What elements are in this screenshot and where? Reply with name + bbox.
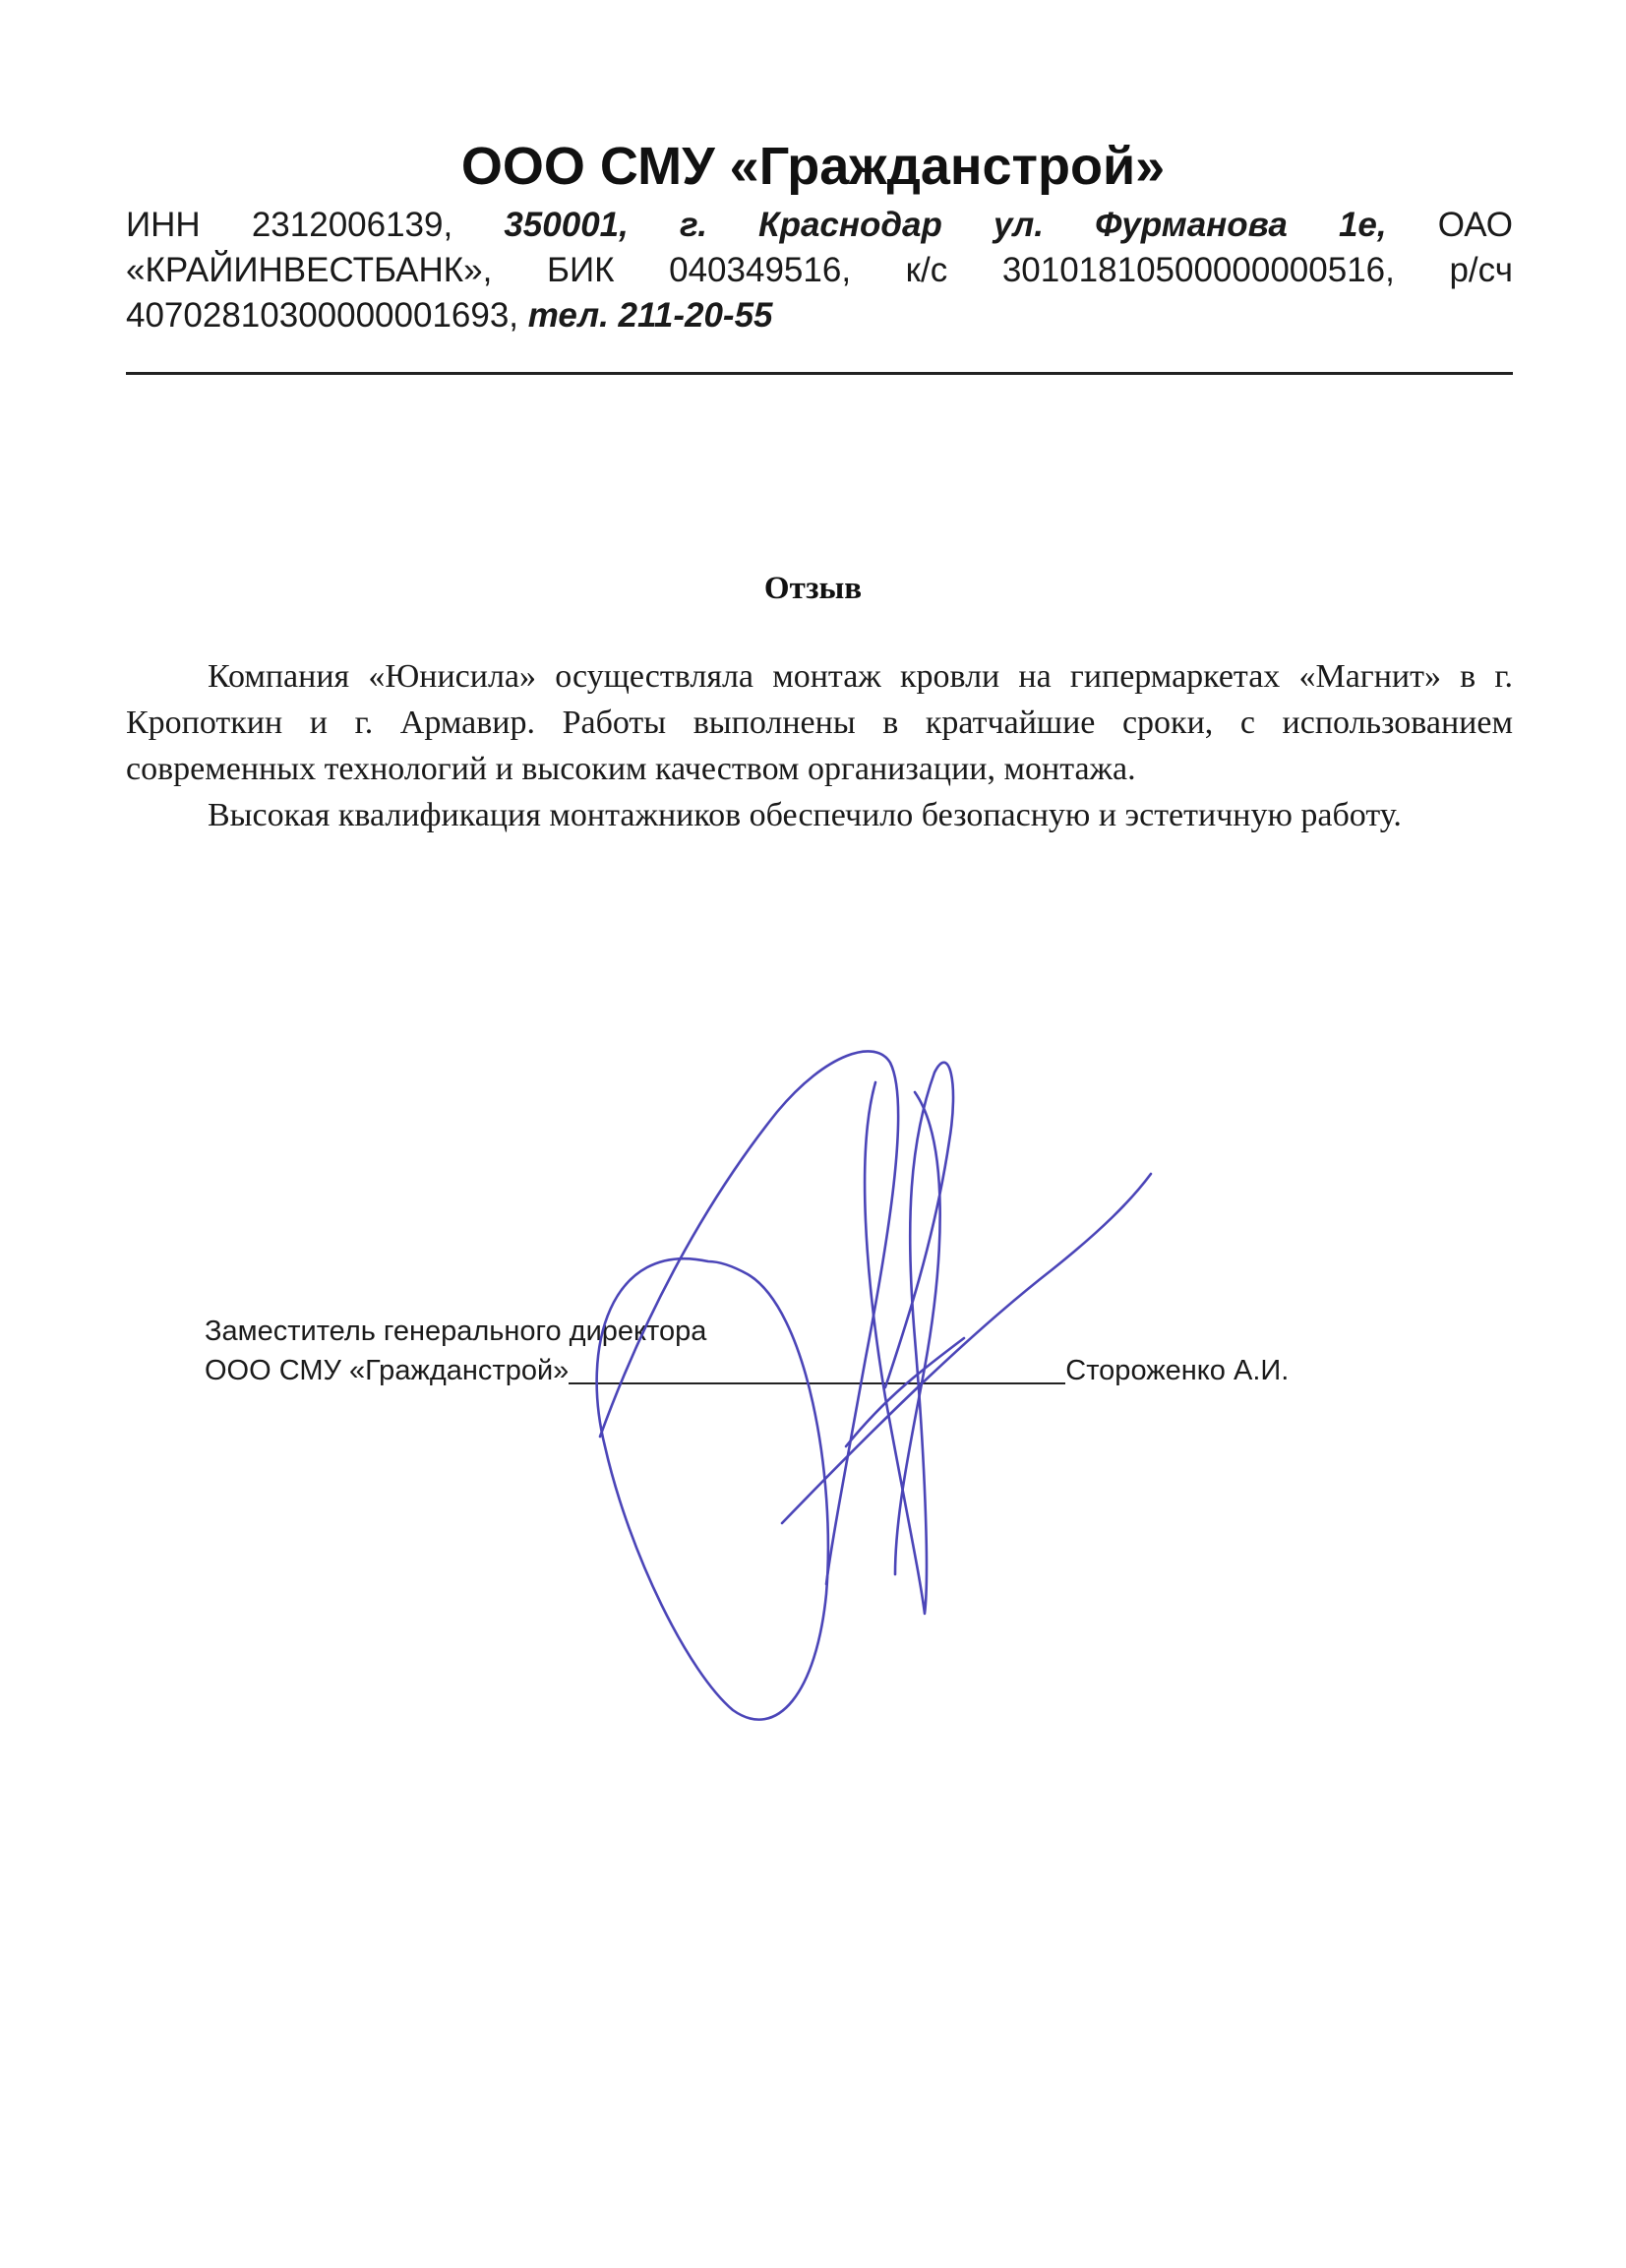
- signature-block: [205, 1312, 1289, 1390]
- requisites-bank: ОАО «КРАЙИНВЕСТБАНК», БИК 040349516, к/с 30101810500000000516, р/сч 40702810300000001693,: [126, 206, 1513, 335]
- requisites-address: 350001, г. Краснодар ул. Фурманова 1е,: [504, 206, 1387, 244]
- document-body: [126, 653, 1513, 838]
- signature-underline: [569, 1382, 1065, 1384]
- header-divider: [126, 372, 1513, 375]
- company-requisites: [126, 203, 1513, 338]
- signer-company: ООО СМУ «Гражданстрой»: [205, 1355, 570, 1386]
- signature-line-row: [205, 1351, 1289, 1390]
- signer-position: Заместитель генерального директора: [205, 1316, 707, 1347]
- company-title: ООО СМУ «Гражданстрой»: [460, 137, 1166, 196]
- requisites-inn: ИНН 2312006139,: [126, 206, 505, 244]
- requisites-phone: тел. 211-20-55: [527, 296, 773, 335]
- signer-name: Стороженко А.И.: [1065, 1355, 1290, 1386]
- body-paragraph: Компания «Юнисила» осуществляла монтаж кровли на гипермаркетах «Магнит» в г. Кропоткин и г. Армавир. Работы выполнены в кратчайшие сроки, с использованием современных технологий и высоким качеством организации, монтажа.: [126, 658, 1513, 787]
- document-title: Отзыв: [763, 571, 863, 606]
- body-paragraph: Высокая квалификация монтажников обеспечило безопасную и эстетичную работу.: [208, 797, 1402, 833]
